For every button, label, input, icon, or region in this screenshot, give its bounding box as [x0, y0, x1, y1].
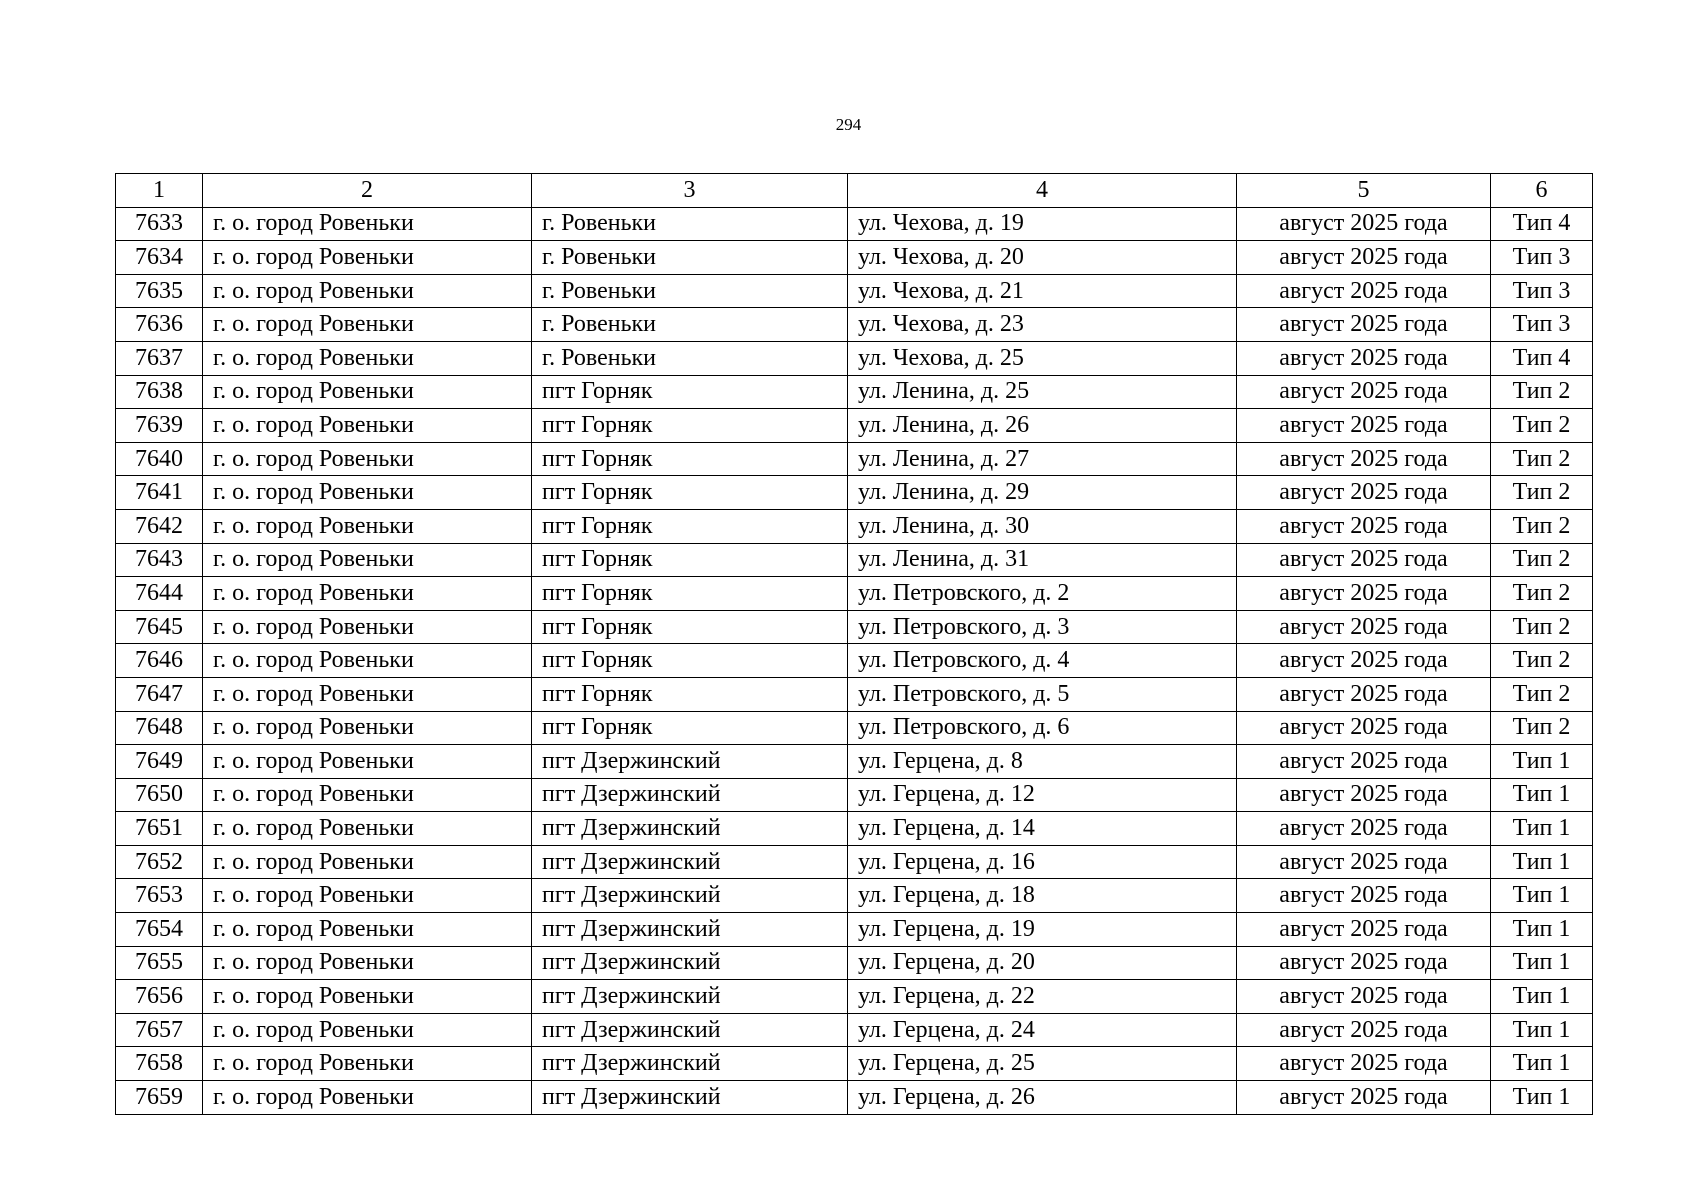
type-cell: Тип 1 — [1491, 879, 1593, 913]
municipality-cell: г. о. город Ровеньки — [203, 241, 532, 275]
table-row — [116, 308, 1593, 342]
table-body — [116, 207, 1593, 1114]
address-cell: ул. Герцена, д. 18 — [848, 879, 1237, 913]
column-header-4: 4 — [848, 174, 1237, 208]
table-row — [116, 543, 1593, 577]
type-cell: Тип 2 — [1491, 476, 1593, 510]
row-number-cell: 7651 — [116, 812, 203, 846]
type-cell: Тип 1 — [1491, 980, 1593, 1014]
municipality-cell: г. о. город Ровеньки — [203, 1081, 532, 1115]
municipality-cell: г. о. город Ровеньки — [203, 946, 532, 980]
settlement-cell: пгт Горняк — [532, 543, 848, 577]
row-number-cell: 7645 — [116, 610, 203, 644]
municipality-cell: г. о. город Ровеньки — [203, 610, 532, 644]
settlement-cell: пгт Горняк — [532, 375, 848, 409]
date-cell: август 2025 года — [1237, 946, 1491, 980]
table-row — [116, 341, 1593, 375]
date-cell: август 2025 года — [1237, 644, 1491, 678]
type-cell: Тип 1 — [1491, 946, 1593, 980]
date-cell: август 2025 года — [1237, 241, 1491, 275]
settlement-cell: пгт Дзержинский — [532, 812, 848, 846]
table-row — [116, 375, 1593, 409]
address-cell: ул. Ленина, д. 29 — [848, 476, 1237, 510]
table-row — [116, 1047, 1593, 1081]
date-cell: август 2025 года — [1237, 274, 1491, 308]
settlement-cell: г. Ровеньки — [532, 207, 848, 241]
settlement-cell: пгт Горняк — [532, 509, 848, 543]
settlement-cell: г. Ровеньки — [532, 341, 848, 375]
row-number-cell: 7638 — [116, 375, 203, 409]
type-cell: Тип 2 — [1491, 442, 1593, 476]
date-cell: август 2025 года — [1237, 1081, 1491, 1115]
settlement-cell: пгт Дзержинский — [532, 879, 848, 913]
address-cell: ул. Чехова, д. 20 — [848, 241, 1237, 275]
type-cell: Тип 2 — [1491, 577, 1593, 611]
municipality-cell: г. о. город Ровеньки — [203, 644, 532, 678]
table-row — [116, 812, 1593, 846]
date-cell: август 2025 года — [1237, 543, 1491, 577]
date-cell: август 2025 года — [1237, 375, 1491, 409]
municipality-cell: г. о. город Ровеньки — [203, 879, 532, 913]
address-cell: ул. Ленина, д. 30 — [848, 509, 1237, 543]
table-row — [116, 778, 1593, 812]
column-header-5: 5 — [1237, 174, 1491, 208]
row-number-cell: 7643 — [116, 543, 203, 577]
date-cell: август 2025 года — [1237, 1047, 1491, 1081]
type-cell: Тип 1 — [1491, 913, 1593, 947]
table-row — [116, 644, 1593, 678]
address-cell: ул. Герцена, д. 26 — [848, 1081, 1237, 1115]
table-row — [116, 879, 1593, 913]
municipality-cell: г. о. город Ровеньки — [203, 442, 532, 476]
date-cell: август 2025 года — [1237, 308, 1491, 342]
date-cell: август 2025 года — [1237, 812, 1491, 846]
table-row — [116, 207, 1593, 241]
page-number: 294 — [835, 115, 862, 134]
date-cell: август 2025 года — [1237, 677, 1491, 711]
date-cell: август 2025 года — [1237, 341, 1491, 375]
address-cell: ул. Петровского, д. 6 — [848, 711, 1237, 745]
municipality-cell: г. о. город Ровеньки — [203, 711, 532, 745]
row-number-cell: 7658 — [116, 1047, 203, 1081]
address-cell: ул. Герцена, д. 12 — [848, 778, 1237, 812]
settlement-cell: пгт Горняк — [532, 711, 848, 745]
table-row — [116, 946, 1593, 980]
municipality-cell: г. о. город Ровеньки — [203, 476, 532, 510]
type-cell: Тип 2 — [1491, 711, 1593, 745]
municipality-cell: г. о. город Ровеньки — [203, 812, 532, 846]
row-number-cell: 7635 — [116, 274, 203, 308]
address-cell: ул. Чехова, д. 25 — [848, 341, 1237, 375]
date-cell: август 2025 года — [1237, 509, 1491, 543]
type-cell: Тип 3 — [1491, 308, 1593, 342]
address-cell: ул. Герцена, д. 24 — [848, 1013, 1237, 1047]
row-number-cell: 7653 — [116, 879, 203, 913]
address-cell: ул. Ленина, д. 31 — [848, 543, 1237, 577]
table-row — [116, 509, 1593, 543]
type-cell: Тип 2 — [1491, 409, 1593, 443]
municipality-cell: г. о. город Ровеньки — [203, 207, 532, 241]
row-number-cell: 7655 — [116, 946, 203, 980]
settlement-cell: пгт Дзержинский — [532, 1047, 848, 1081]
table-row — [116, 711, 1593, 745]
address-cell: ул. Ленина, д. 27 — [848, 442, 1237, 476]
settlement-cell: пгт Горняк — [532, 644, 848, 678]
table-row — [116, 913, 1593, 947]
row-number-cell: 7649 — [116, 745, 203, 779]
table-row — [116, 980, 1593, 1014]
date-cell: август 2025 года — [1237, 409, 1491, 443]
date-cell: август 2025 года — [1237, 778, 1491, 812]
table-row — [116, 274, 1593, 308]
table-row — [116, 1081, 1593, 1115]
row-number-cell: 7647 — [116, 677, 203, 711]
municipality-cell: г. о. город Ровеньки — [203, 577, 532, 611]
settlement-cell: пгт Дзержинский — [532, 778, 848, 812]
row-number-cell: 7642 — [116, 509, 203, 543]
settlement-cell: г. Ровеньки — [532, 308, 848, 342]
row-number-cell: 7639 — [116, 409, 203, 443]
address-cell: ул. Герцена, д. 25 — [848, 1047, 1237, 1081]
municipality-cell: г. о. город Ровеньки — [203, 745, 532, 779]
date-cell: август 2025 года — [1237, 980, 1491, 1014]
table-row — [116, 241, 1593, 275]
row-number-cell: 7657 — [116, 1013, 203, 1047]
address-cell: ул. Герцена, д. 20 — [848, 946, 1237, 980]
row-number-cell: 7644 — [116, 577, 203, 611]
type-cell: Тип 1 — [1491, 812, 1593, 846]
municipality-cell: г. о. город Ровеньки — [203, 913, 532, 947]
type-cell: Тип 2 — [1491, 677, 1593, 711]
date-cell: август 2025 года — [1237, 577, 1491, 611]
municipality-cell: г. о. город Ровеньки — [203, 1013, 532, 1047]
settlement-cell: пгт Горняк — [532, 677, 848, 711]
table-header — [116, 174, 1593, 208]
type-cell: Тип 1 — [1491, 778, 1593, 812]
municipality-cell: г. о. город Ровеньки — [203, 543, 532, 577]
row-number-cell: 7634 — [116, 241, 203, 275]
type-cell: Тип 2 — [1491, 644, 1593, 678]
table-row — [116, 1013, 1593, 1047]
type-cell: Тип 3 — [1491, 241, 1593, 275]
row-number-cell: 7656 — [116, 980, 203, 1014]
address-cell: ул. Чехова, д. 23 — [848, 308, 1237, 342]
type-cell: Тип 2 — [1491, 375, 1593, 409]
type-cell: Тип 1 — [1491, 1047, 1593, 1081]
address-cell: ул. Герцена, д. 14 — [848, 812, 1237, 846]
address-cell: ул. Герцена, д. 8 — [848, 745, 1237, 779]
type-cell: Тип 4 — [1491, 341, 1593, 375]
settlement-cell: пгт Дзержинский — [532, 845, 848, 879]
settlement-cell: пгт Дзержинский — [532, 1013, 848, 1047]
municipality-cell: г. о. город Ровеньки — [203, 845, 532, 879]
type-cell: Тип 2 — [1491, 509, 1593, 543]
table-row — [116, 610, 1593, 644]
type-cell: Тип 1 — [1491, 745, 1593, 779]
type-cell: Тип 4 — [1491, 207, 1593, 241]
header-row — [116, 174, 1593, 208]
row-number-cell: 7654 — [116, 913, 203, 947]
address-cell: ул. Герцена, д. 22 — [848, 980, 1237, 1014]
column-header-2: 2 — [203, 174, 532, 208]
address-cell: ул. Ленина, д. 25 — [848, 375, 1237, 409]
row-number-cell: 7659 — [116, 1081, 203, 1115]
address-cell: ул. Петровского, д. 3 — [848, 610, 1237, 644]
date-cell: август 2025 года — [1237, 1013, 1491, 1047]
type-cell: Тип 2 — [1491, 610, 1593, 644]
date-cell: август 2025 года — [1237, 845, 1491, 879]
date-cell: август 2025 года — [1237, 745, 1491, 779]
settlement-cell: пгт Горняк — [532, 476, 848, 510]
address-cell: ул. Герцена, д. 19 — [848, 913, 1237, 947]
type-cell: Тип 1 — [1491, 1081, 1593, 1115]
address-cell: ул. Ленина, д. 26 — [848, 409, 1237, 443]
date-cell: август 2025 года — [1237, 476, 1491, 510]
municipality-cell: г. о. город Ровеньки — [203, 509, 532, 543]
municipality-cell: г. о. город Ровеньки — [203, 778, 532, 812]
address-cell: ул. Чехова, д. 19 — [848, 207, 1237, 241]
settlement-cell: пгт Горняк — [532, 442, 848, 476]
settlement-cell: пгт Дзержинский — [532, 980, 848, 1014]
address-cell: ул. Петровского, д. 2 — [848, 577, 1237, 611]
municipality-cell: г. о. город Ровеньки — [203, 409, 532, 443]
settlement-cell: г. Ровеньки — [532, 241, 848, 275]
address-cell: ул. Петровского, д. 5 — [848, 677, 1237, 711]
date-cell: август 2025 года — [1237, 207, 1491, 241]
row-number-cell: 7650 — [116, 778, 203, 812]
row-number-cell: 7640 — [116, 442, 203, 476]
row-number-cell: 7648 — [116, 711, 203, 745]
row-number-cell: 7636 — [116, 308, 203, 342]
settlement-cell: пгт Дзержинский — [532, 1081, 848, 1115]
address-cell: ул. Петровского, д. 4 — [848, 644, 1237, 678]
municipality-cell: г. о. город Ровеньки — [203, 341, 532, 375]
settlement-cell: пгт Горняк — [532, 409, 848, 443]
table-row — [116, 409, 1593, 443]
column-header-6: 6 — [1491, 174, 1593, 208]
table-row — [116, 677, 1593, 711]
municipality-cell: г. о. город Ровеньки — [203, 274, 532, 308]
date-cell: август 2025 года — [1237, 913, 1491, 947]
type-cell: Тип 3 — [1491, 274, 1593, 308]
settlement-cell: пгт Дзержинский — [532, 913, 848, 947]
address-cell: ул. Чехова, д. 21 — [848, 274, 1237, 308]
column-header-3: 3 — [532, 174, 848, 208]
row-number-cell: 7633 — [116, 207, 203, 241]
table-row — [116, 442, 1593, 476]
type-cell: Тип 1 — [1491, 1013, 1593, 1047]
municipality-cell: г. о. город Ровеньки — [203, 308, 532, 342]
table-row — [116, 745, 1593, 779]
column-header-1: 1 — [116, 174, 203, 208]
row-number-cell: 7652 — [116, 845, 203, 879]
date-cell: август 2025 года — [1237, 711, 1491, 745]
municipality-cell: г. о. город Ровеньки — [203, 375, 532, 409]
settlement-cell: пгт Горняк — [532, 577, 848, 611]
address-cell: ул. Герцена, д. 16 — [848, 845, 1237, 879]
municipality-cell: г. о. город Ровеньки — [203, 980, 532, 1014]
date-cell: август 2025 года — [1237, 879, 1491, 913]
type-cell: Тип 2 — [1491, 543, 1593, 577]
municipality-cell: г. о. город Ровеньки — [203, 677, 532, 711]
municipality-cell: г. о. город Ровеньки — [203, 1047, 532, 1081]
settlement-cell: пгт Дзержинский — [532, 946, 848, 980]
table-row — [116, 845, 1593, 879]
settlement-cell: пгт Горняк — [532, 610, 848, 644]
settlement-cell: пгт Дзержинский — [532, 745, 848, 779]
register-table — [115, 173, 1593, 1115]
date-cell: август 2025 года — [1237, 610, 1491, 644]
row-number-cell: 7641 — [116, 476, 203, 510]
settlement-cell: г. Ровеньки — [532, 274, 848, 308]
table-row — [116, 476, 1593, 510]
row-number-cell: 7637 — [116, 341, 203, 375]
row-number-cell: 7646 — [116, 644, 203, 678]
date-cell: август 2025 года — [1237, 442, 1491, 476]
table-row — [116, 577, 1593, 611]
type-cell: Тип 1 — [1491, 845, 1593, 879]
